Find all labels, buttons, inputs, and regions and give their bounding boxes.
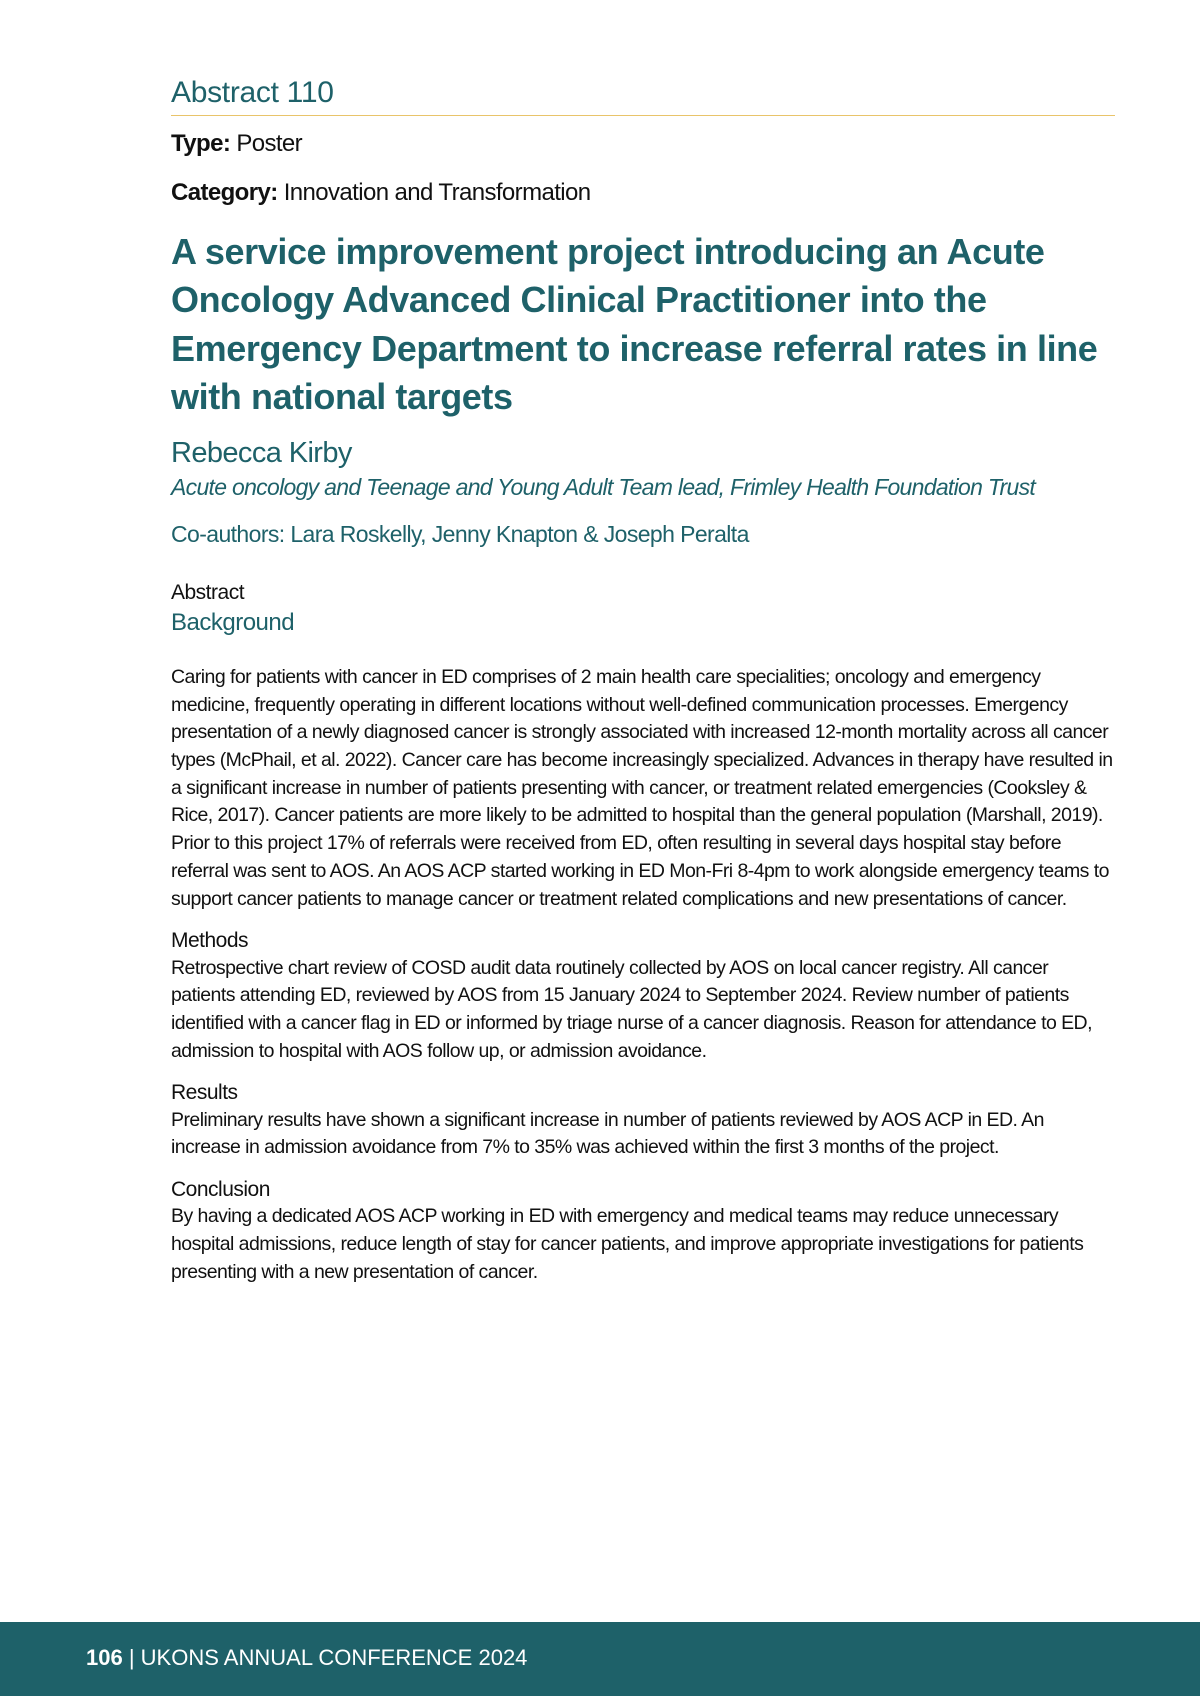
author-affiliation: Acute oncology and Teenage and Young Adult Team lead, Frimley Health Foundation Trust [171, 473, 1036, 500]
background-heading: Background [171, 608, 295, 636]
page-footer [0, 1622, 1200, 1696]
coauthors: Co-authors: Lara Roskelly, Jenny Knapton & Joseph Peralta [171, 520, 749, 547]
conference-name: UKONS ANNUAL CONFERENCE 2024 [140, 1645, 528, 1670]
author-name: Rebecca Kirby [171, 436, 352, 469]
conclusion-heading: Conclusion [171, 1178, 270, 1202]
results-heading: Results [171, 1081, 238, 1105]
abstract-title: A service improvement project introducing an Acute Oncology Advanced Clinical Practitioner into the Emergency Department to increase referral rates in line with national targets [171, 230, 1098, 418]
type-value: Poster [236, 130, 303, 157]
category-value: Innovation and Transformation [283, 178, 591, 206]
category-label: Category: [171, 178, 278, 206]
methods-text: Retrospective chart review of COSD audit data routinely collected by AOS on local cancer registry. All cancer patients attending ED, reviewed by AOS from 15 January 2024 to September 2024. Review number of patients identified with a cancer flag in ED or informed by triage nurse of a cancer diagnosis. Reason for attendance to ED, admission to hospital with AOS follow up, or admission avoidance. [171, 956, 1092, 1062]
conclusion-text: By having a dedicated AOS ACP working in ED with emergency and medical teams may reduce unnecessary hospital admissions, reduce length of stay for cancer patients, and improve appropriate investigations for patients presenting with a new presentation of cancer. [171, 1205, 1084, 1283]
abstract-number: Abstract 110 [171, 76, 1115, 116]
background-text: Caring for patients with cancer in ED comprises of 2 main health care specialities; oncology and emergency medicine, frequently operating in different locations without well-defined communication processes. Emergency presentation of a newly diagnosed cancer is strongly associated with increased 12-month mortality across all cancer types (McPhail, et al. 2022). Cancer care has become increasingly specialized. Advances in therapy have resulted in a significant increase in number of patients presenting with cancer, or treatment related emergencies (Cooksley & Rice, 2017). Cancer patients are more likely to be admitted to hospital than the general population (Marshall, 2019). Prior to this project 17% of referrals were received from ED, often resulting in several days hospital stay before referral was sent to AOS. An AOS ACP started working in ED Mon-Fri 8-4pm to work alongside emergency teams to support cancer patients to manage cancer or treatment related complications and new presentations of cancer. [171, 665, 1113, 910]
footer-separator: | [122, 1645, 141, 1670]
type-line [171, 130, 1115, 159]
results-text: Preliminary results have shown a significant increase in number of patients reviewed by AOS ACP in ED. An increase in admission avoidance from 7% to 35% was achieved within the first 3 months of the project. [171, 1108, 1044, 1159]
methods-heading: Methods [171, 929, 249, 953]
type-label: Type: [171, 130, 231, 157]
abstract-heading: Abstract [171, 580, 245, 604]
footer-text [86, 1645, 527, 1671]
category-line [171, 179, 1115, 208]
page-number: 106 [86, 1645, 123, 1670]
abstract-page [171, 76, 1115, 1286]
